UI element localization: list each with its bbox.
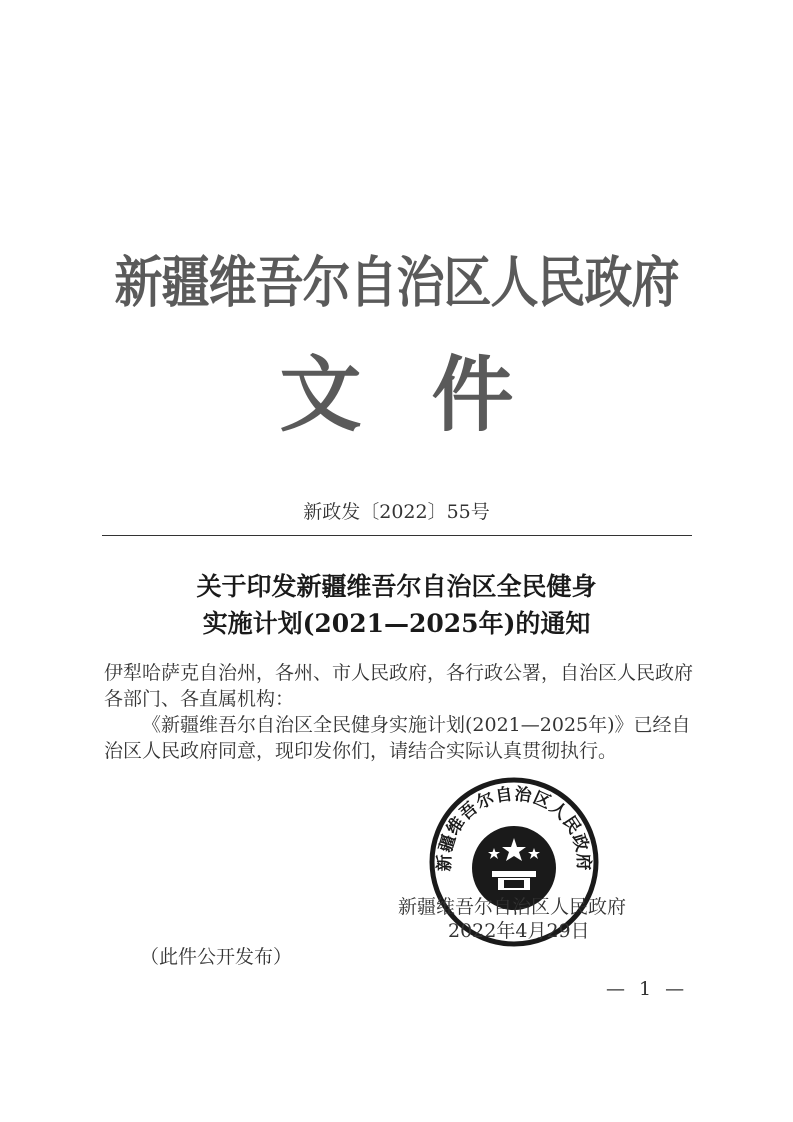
header-divider xyxy=(102,535,692,536)
recipients: 伊犁哈萨克自治州，各州、市人民政府，各行政公署，自治区人民政府各部门、各直属机构： xyxy=(104,662,694,710)
notice-title-line-2: 实施计划(2021—2025年)的通知 xyxy=(202,609,591,638)
body-paragraph: 《新疆维吾尔自治区全民健身实施计划(2021—2025年)》已经自治区人民政府同意，现印发你们，请结合实际认真贯彻执行。 xyxy=(104,714,691,762)
page-number: — 1 — xyxy=(606,978,689,1000)
document-word: 文件 xyxy=(279,347,584,443)
signature-date: 2022年4月29日 xyxy=(448,920,590,942)
signature-organization: 新疆维吾尔自治区人民政府 xyxy=(398,896,627,918)
seal-text: 新疆维吾尔自治区人民政府 xyxy=(434,784,594,872)
document-number: 新政发〔2022〕55号 xyxy=(303,501,490,523)
notice-title-line-1: 关于印发新疆维吾尔自治区全民健身 xyxy=(196,572,597,601)
public-release-note: （此件公开发布） xyxy=(140,946,293,968)
issuer-name: 新疆维吾尔自治区人民政府 xyxy=(114,250,679,316)
